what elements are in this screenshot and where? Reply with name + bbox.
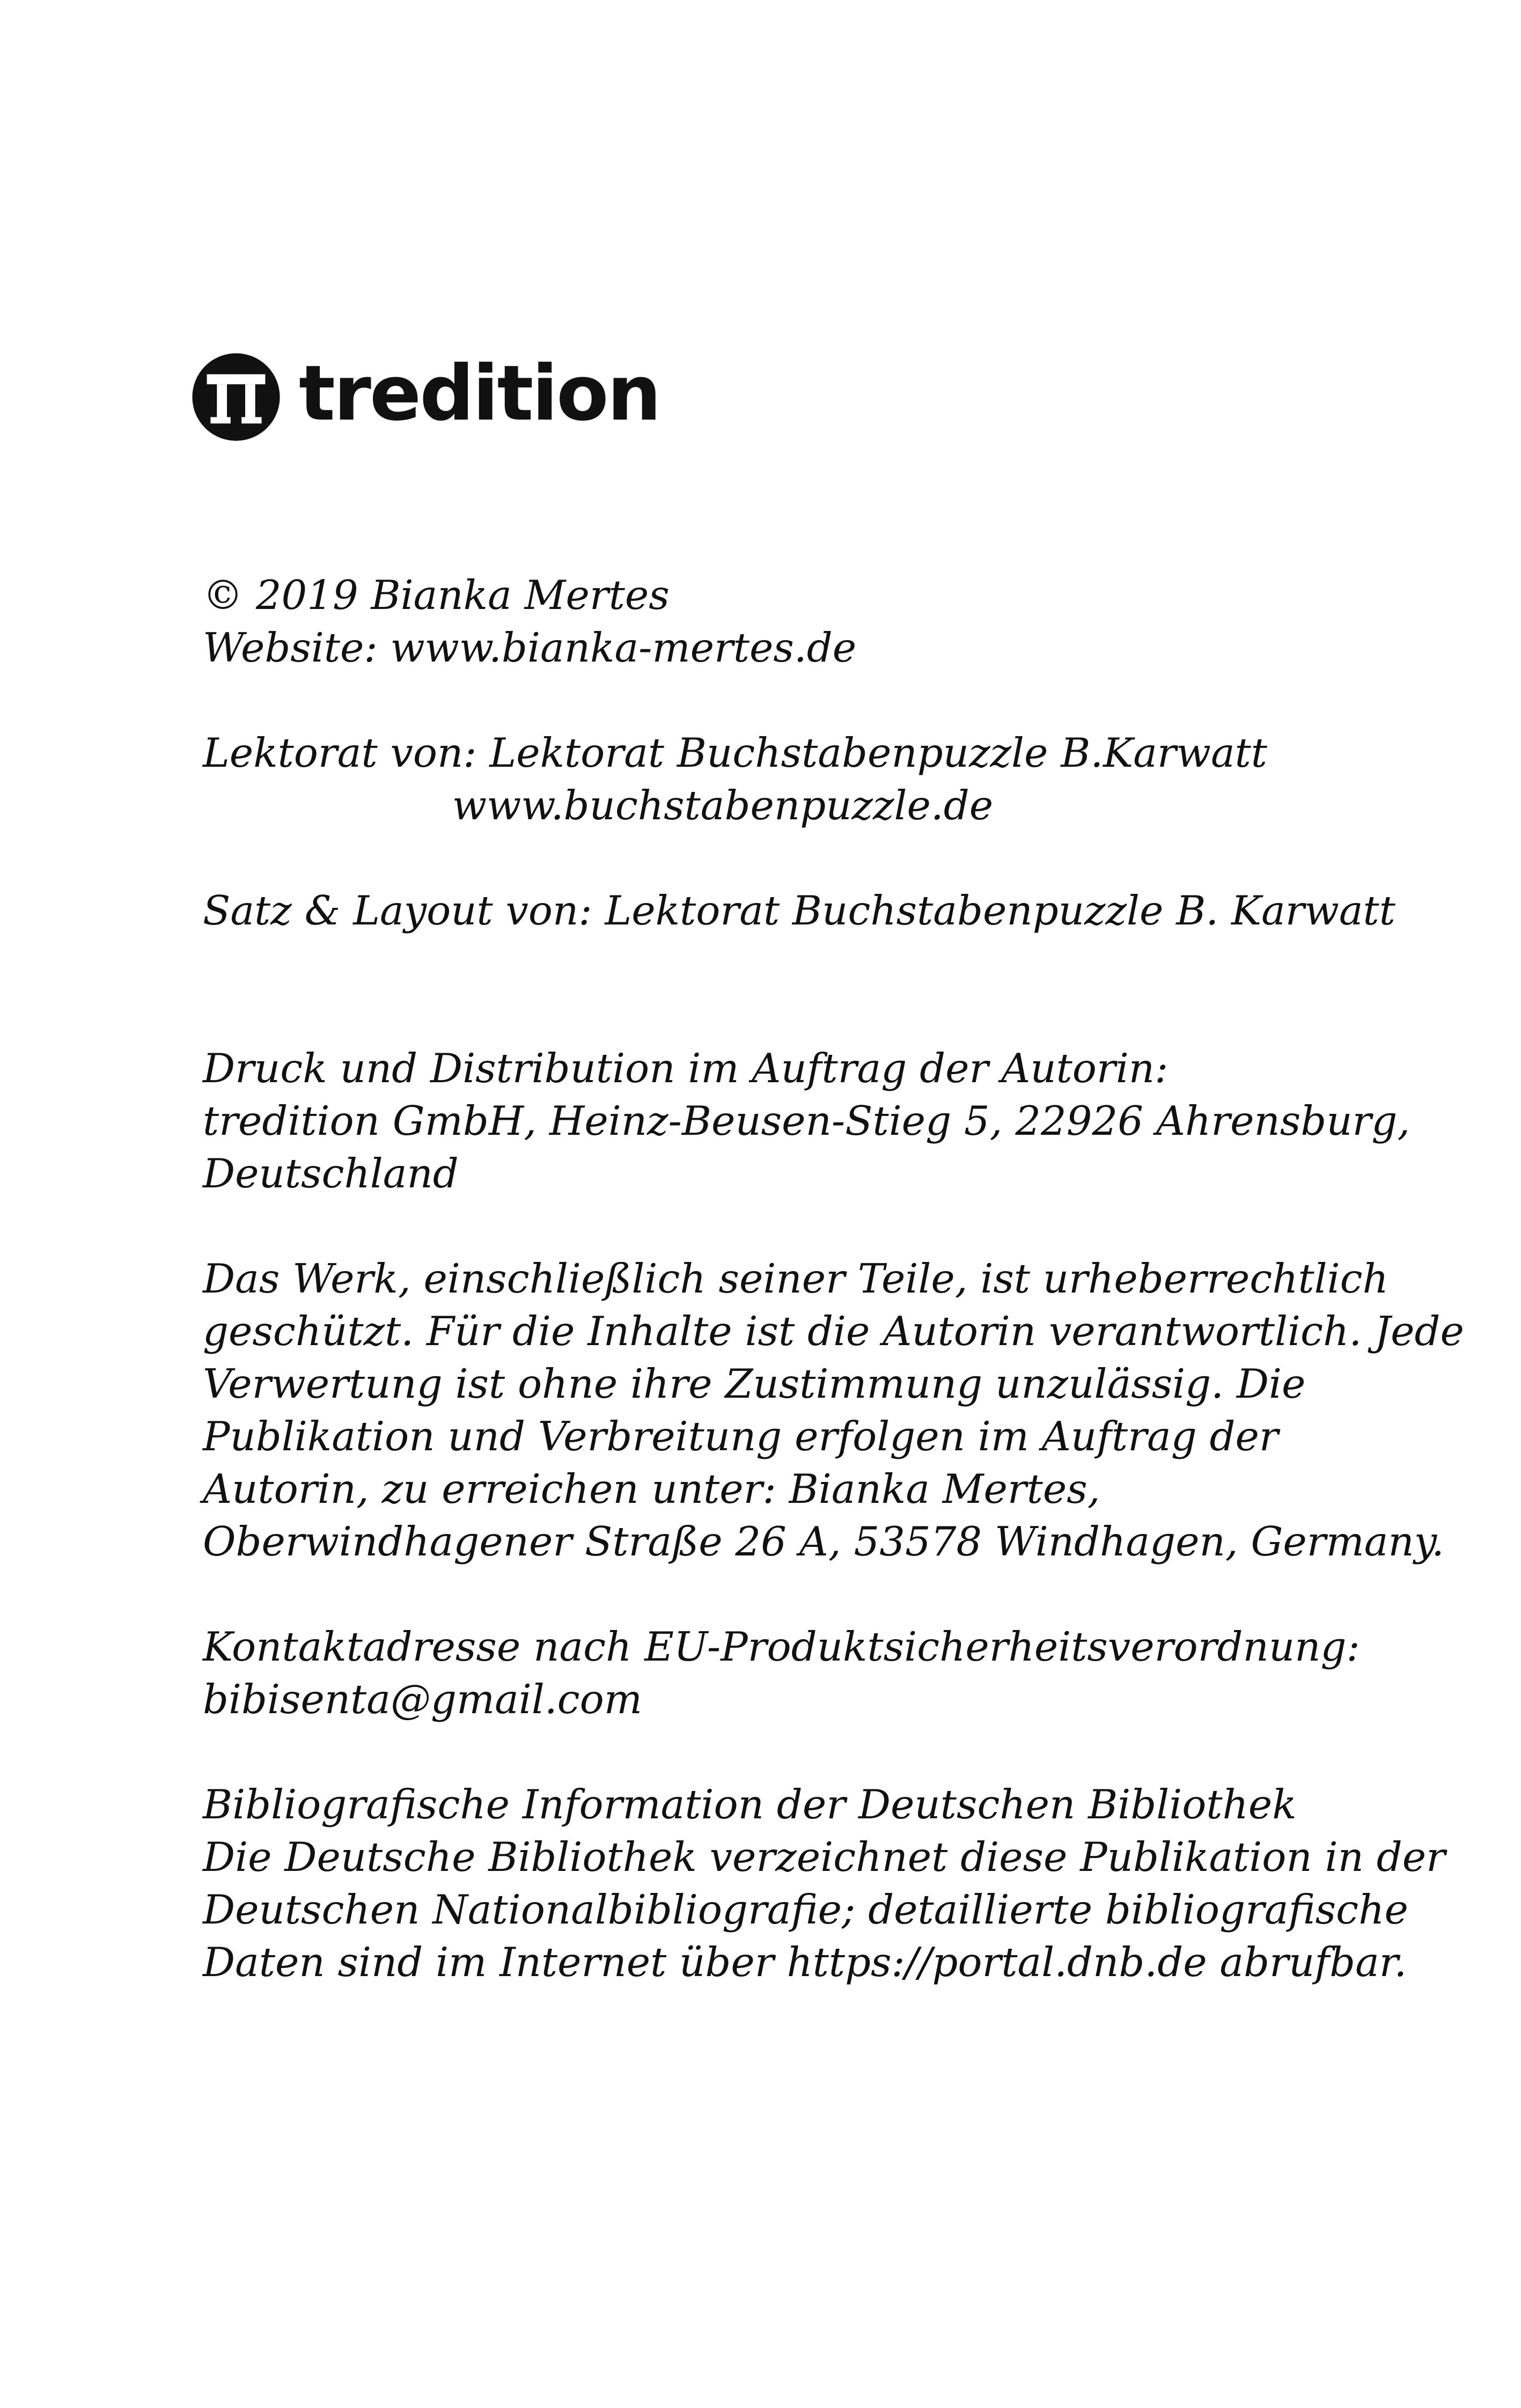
website-line: Website: www.bianka-mertes.de	[203, 624, 857, 671]
bibliografie-paragraph	[203, 1778, 1445, 1988]
rechte-line: geschützt. Für die Inhalte ist die Autorin verantwortlich. Jede	[203, 1308, 1464, 1355]
copyright-line: © 2019 Bianka Mertes	[203, 571, 670, 619]
kontakt-paragraph	[203, 1620, 1437, 1726]
rechte-line: Oberwindhagener Straße 26 A, 53578 Windhagen, Germany.	[203, 1518, 1444, 1565]
tredition-logo-icon	[190, 351, 282, 443]
satz-layout-line: Satz & Layout von: Lektorat Buchstabenpuzzle B. Karwatt	[203, 887, 1395, 934]
bibliografie-line: Daten sind im Internet über https://portal.dnb.de abrufbar.	[203, 1939, 1407, 1986]
logo-wordmark: tredition	[299, 349, 660, 438]
bibliografie-line: Deutschen Nationalbibliografie; detaillierte bibliografische	[203, 1886, 1408, 1933]
bibliografie-line: Die Deutsche Bibliothek verzeichnet diese Publikation in der	[203, 1833, 1445, 1881]
imprint-text	[203, 569, 1464, 1988]
kontakt-email: bibisenta@gmail.com	[203, 1676, 642, 1723]
lektorat-url-line: www.buchstabenpuzzle.de	[452, 782, 994, 829]
druck-line: Druck und Distribution im Auftrag der Autorin:	[203, 1045, 1169, 1092]
druck-line: Deutschland	[203, 1150, 459, 1197]
rechte-line: Verwertung ist ohne ihre Zustimmung unzulässig. Die	[203, 1360, 1306, 1407]
druck-paragraph	[203, 1042, 1437, 1200]
rechte-line: Autorin, zu erreichen unter: Bianka Mertes,	[203, 1465, 1100, 1513]
publisher-logo	[190, 351, 660, 443]
rechte-line: Publikation und Verbreitung erfolgen im Auftrag der	[203, 1413, 1278, 1460]
rechte-paragraph	[203, 1252, 1464, 1568]
druck-line: tredition GmbH, Heinz-Beusen-Stieg 5, 22926 Ahrensburg,	[203, 1097, 1410, 1144]
bibliografie-line: Bibliografische Information der Deutschen Bibliothek	[203, 1781, 1297, 1828]
kontakt-line: Kontaktadresse nach EU-Produktsicherheitsverordnung:	[203, 1623, 1360, 1670]
lektorat-line: Lektorat von: Lektorat Buchstabenpuzzle B.Karwatt	[203, 729, 1267, 776]
rechte-line: Das Werk, einschließlich seiner Teile, ist urheberrechtlich	[203, 1255, 1388, 1302]
